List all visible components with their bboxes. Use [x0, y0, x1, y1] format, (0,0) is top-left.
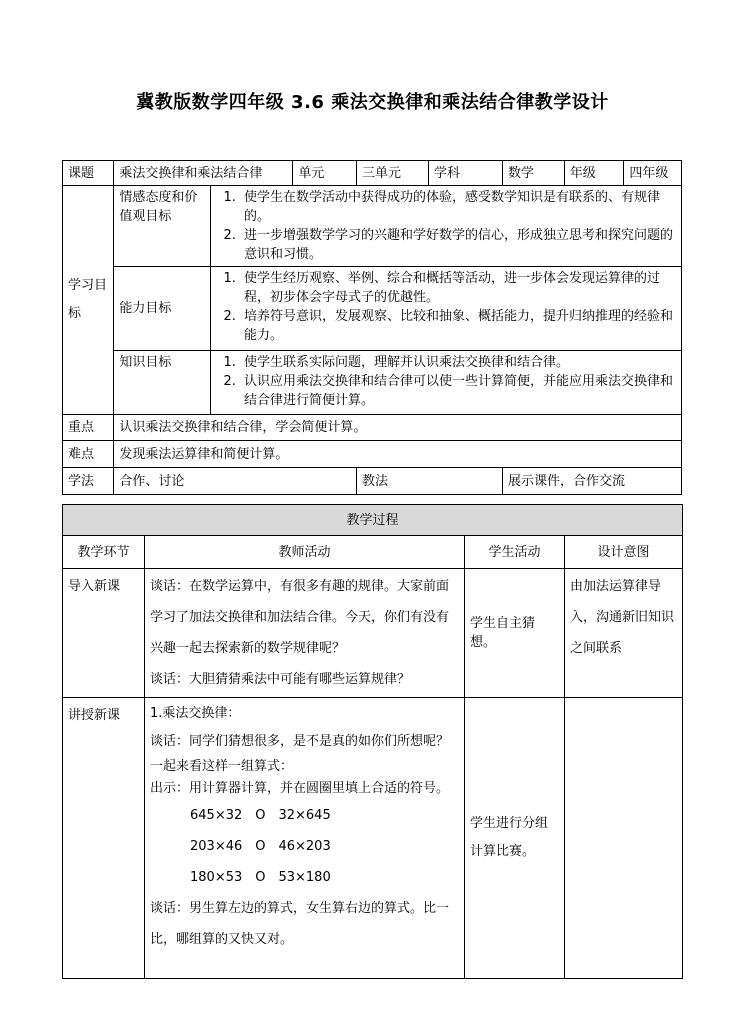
goal-point: 1. 使学生联系实际问题，理解并认识乘法交换律和结合律。	[240, 353, 676, 372]
equation: 203×46 O 46×203	[190, 839, 331, 854]
col-intent: 设计意图	[565, 536, 683, 569]
difficulty-value: 发现乘法运算律和简便计算。	[114, 441, 682, 468]
study-method-value: 合作、讨论	[114, 468, 357, 495]
col-stage: 教学环节	[63, 536, 145, 569]
teacher-activity-intro	[145, 569, 465, 698]
goal-knowledge-points	[211, 351, 682, 415]
unit-value: 三单元	[357, 161, 429, 186]
teacher-paragraph: 出示：用计算器计算，并在圆圈里填上合适的符号。	[150, 781, 450, 796]
grade-value: 四年级	[624, 161, 682, 186]
difficulty-label: 难点	[63, 441, 114, 468]
stage-intro: 导入新课	[63, 569, 145, 698]
goal-affective-label: 情感态度和价值观目标	[114, 186, 211, 267]
process-heading: 教学过程	[63, 505, 683, 536]
info-table	[62, 160, 682, 495]
goal-point: 2. 认识应用乘法交换律和结合律可以使一些计算简便，并能应用乘法交换律和结合律进行简便计算。	[240, 372, 676, 410]
teacher-paragraph: 谈话：同学们猜想很多，是不是真的如你们所想呢？	[150, 734, 450, 749]
unit-label: 单元	[293, 161, 357, 186]
equation: 180×53 O 53×180	[190, 870, 331, 885]
key-label: 重点	[63, 415, 114, 441]
teach-method-value: 展示课件，合作交流	[503, 468, 682, 495]
goal-ability-label: 能力目标	[114, 267, 211, 351]
student-activity-new: 学生进行分组计算比赛。	[465, 698, 565, 979]
subject-label: 学科	[429, 161, 503, 186]
goal-point: 1. 使学生在数学活动中获得成功的体验，感受数学知识是有联系的、有规律的。	[240, 188, 676, 226]
col-student: 学生活动	[465, 536, 565, 569]
page-title: 冀教版数学四年级 3.6 乘法交换律和乘法结合律教学设计	[136, 92, 609, 113]
goal-affective-points	[211, 186, 682, 267]
goal-point: 2. 培养符号意识，发展观察、比较和抽象、概括能力，提升归纳推理的经验和能力。	[240, 307, 676, 345]
equation: 645×32 O 32×645	[190, 808, 331, 823]
teacher-paragraph: 1.乘法交换律：	[150, 706, 241, 721]
teacher-paragraph: 谈话：大胆猜猜乘法中可能有哪些运算规律？	[150, 672, 411, 687]
key-value: 认识乘法交换律和结合律，学会简便计算。	[114, 415, 682, 441]
process-table	[62, 504, 683, 979]
intent-intro: 由加法运算律导入，沟通新旧知识之间联系	[565, 569, 683, 698]
teach-method-label: 教法	[357, 468, 503, 495]
topic-value: 乘法交换律和乘法结合律	[114, 161, 293, 186]
student-activity-intro: 学生自主猜想。	[465, 569, 565, 698]
goals-label: 学习目标	[63, 186, 114, 415]
teacher-paragraph: 谈话：男生算左边的算式，女生算右边的算式。比一比，哪组算的又快又对。	[150, 901, 450, 947]
stage-new: 讲授新课	[63, 698, 145, 979]
goal-point: 1. 使学生经历观察、举例、综合和概括等活动，进一步体会发现运算律的过程，初步体会字母式子的优越性。	[240, 269, 676, 307]
topic-label: 课题	[63, 161, 114, 186]
goal-ability-points	[211, 267, 682, 351]
intent-new	[565, 698, 683, 979]
grade-label: 年级	[564, 161, 624, 186]
teacher-paragraph: 谈话：在数学运算中，有很多有趣的规律。大家前面学习了加法交换律和加法结合律。今天，你们有没有兴趣一起去探索新的数学规律呢？	[150, 579, 450, 656]
teacher-paragraph: 一起来看这样一组算式：	[150, 759, 294, 774]
col-teacher: 教师活动	[145, 536, 465, 569]
goal-point: 2. 进一步增强数学学习的兴趣和学好数学的信心，形成独立思考和探究问题的意识和习惯。	[240, 226, 676, 264]
goal-knowledge-label: 知识目标	[114, 351, 211, 415]
subject-value: 数学	[503, 161, 565, 186]
teacher-activity-new	[145, 698, 465, 979]
study-method-label: 学法	[63, 468, 114, 495]
